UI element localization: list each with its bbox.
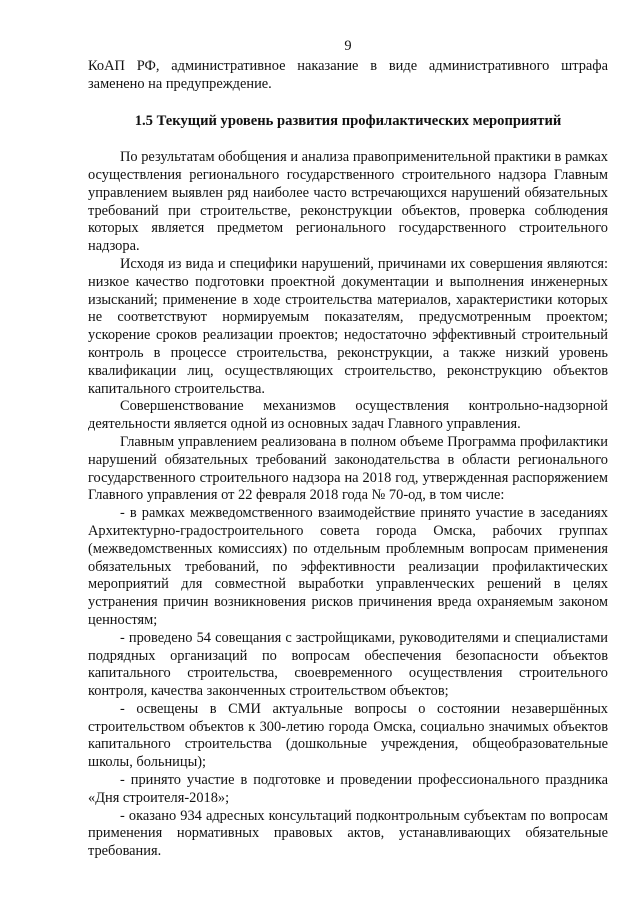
section-heading: 1.5 Текущий уровень развития профилактических мероприятий — [134, 113, 562, 130]
paragraph: Совершенствование механизмов осуществления контрольно-надзорной деятельности является одной из основных задач Главного управления. — [88, 398, 608, 433]
list-item: - проведено 54 совещания с застройщиками, руководителями и специалистами подрядных организаций по вопросам обеспечения безопасности объектов капитального строительства, своевременного осуществления строительного контроля, качества законченных строительством объектов; — [88, 629, 608, 700]
list-item: - в рамках межведомственного взаимодействие принято участие в заседаниях Архитектурно-градостроительного совета города Омска, рабочих группах (межведомственных комиссиях) по отдельным проблемным вопросам применения обязательных требований, по эффективности реализации профилактических мероприятий для совместной выработки управленческих решений в целях устранения причин возникновения рисков причинения вреда охраняемым законом ценностям; — [88, 505, 608, 628]
list-item: - освещены в СМИ актуальные вопросы о состоянии незавершённых строительством объектов к 300-летию города Омска, социально значимых объектов капитального строительства (дошкольные учреждения, общеобразовательные школы, больницы); — [88, 700, 608, 771]
paragraph: Исходя из вида и специфики нарушений, причинами их совершения являются: низкое качество подготовки проектной документации и выполнения инженерных изысканий; применение в ходе строительства материалов, характеристики которых не соответствуют нормируемым показателям, предусмотренным проектом; ускорение сроков реализации проектов; недостаточно эффективный строительный контроль в процессе строительства, реконструкции, а также низкий уровень квалификации лиц, осуществляющих строительство, реконструкцию объектов капитального строительства. — [88, 255, 608, 397]
page-number: 9 — [344, 38, 352, 54]
paragraph: По результатам обобщения и анализа правоприменительной практики в рамках осуществления регионального государственного строительного надзора Главным управлением выявлен ряд наиболее часто встречающихся нарушений обязательных требований при строительстве, реконструкции объектов, проверка соблюдения которых является предметом регионального государственного строительного надзора. — [88, 149, 608, 255]
list-item: - оказано 934 адресных консультаций подконтрольным субъектам по вопросам применения нормативных правовых актов, устанавливающих обязательные требования. — [88, 807, 608, 860]
list-item: - принято участие в подготовке и проведении профессионального праздника «Дня строителя-2018»; — [88, 772, 608, 806]
paragraph-continuation: КоАП РФ, административное наказание в виде административного штрафа заменено на предупреждение. — [88, 57, 608, 92]
paragraph: Главным управлением реализована в полном объеме Программа профилактики нарушений обязательных требований законодательства в области регионального государственного строительного надзора на 2018 год, утвержденная распоряжением Главного управления от 22 февраля 2018 года № 70-од, в том числе: — [88, 433, 608, 504]
document-page — [88, 38, 608, 861]
